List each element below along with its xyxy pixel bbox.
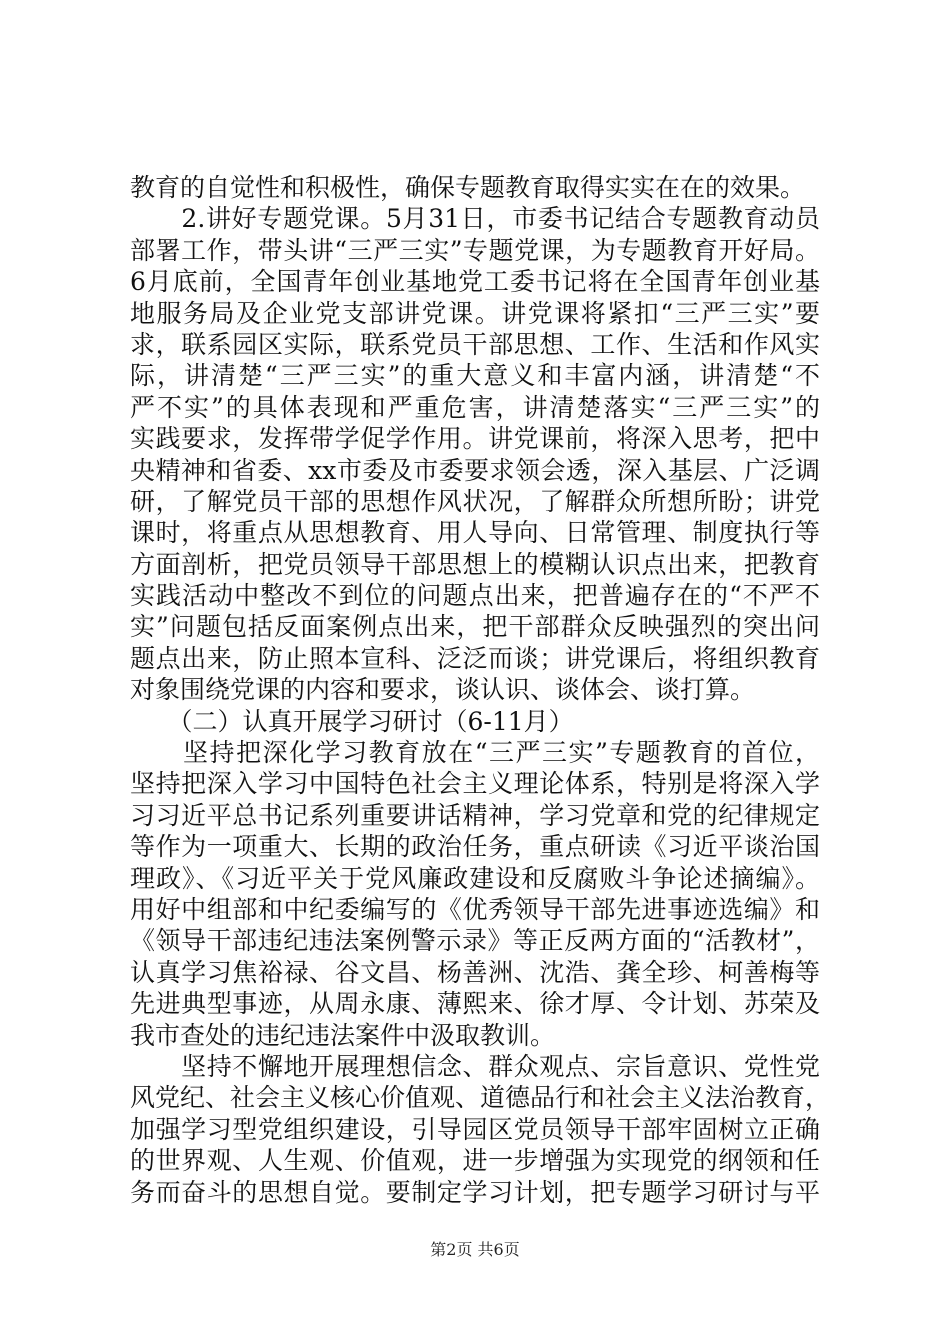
text-line: 研，了解党员干部的思想作风状况，了解群众所想所盼；讲党 <box>130 486 820 516</box>
text-line: 我市查处的违纪违法案件中汲取教训。 <box>130 1020 556 1050</box>
text-line: 实”问题包括反面案例点出来，把干部群众反映强烈的突出问 <box>130 612 820 642</box>
text-line: 的世界观、人生观、价值观，进一步增强为实现党的纲领和任 <box>130 1146 820 1176</box>
text-line: 地服务局及企业党支部讲党课。讲党课将紧扣“三严三实”要 <box>130 298 820 328</box>
text-line: （二）认真开展学习研讨（6-11月） <box>130 706 574 736</box>
text-line: 部署工作，带头讲“三严三实”专题党课，为专题教育开好局。 <box>130 235 820 265</box>
text-line: 先进典型事迹，从周永康、薄熙来、徐才厚、令计划、苏荣及 <box>130 989 820 1019</box>
text-line: 课时，将重点从思想教育、用人导向、日常管理、制度执行等 <box>130 518 820 548</box>
text-line: 理政》、《习近平关于党风廉政建设和反腐败斗争论述摘编》。 <box>130 863 820 893</box>
text-line: 坚持把深化学习教育放在“三严三实”专题教育的首位， <box>130 738 820 768</box>
text-line: 实践活动中整改不到位的问题点出来，把普遍存在的“不严不 <box>130 581 820 611</box>
text-line: 央精神和省委、xx市委及市委要求领会透，深入基层、广泛调 <box>130 455 820 485</box>
text-line: 2.讲好专题党课。5月31日，市委书记结合专题教育动员 <box>130 204 820 234</box>
text-line: 加强学习型党组织建设，引导园区党员领导干部牢固树立正确 <box>130 1114 820 1144</box>
text-line: 务而奋斗的思想自觉。要制定学习计划，把专题学习研讨与平 <box>130 1177 820 1207</box>
text-line: 方面剖析，把党员领导干部思想上的模糊认识点出来，把教育 <box>130 549 820 579</box>
text-line: 坚持不懈地开展理想信念、群众观点、宗旨意识、党性党 <box>130 1051 820 1081</box>
text-line: 《领导干部违纪违法案例警示录》等正反两方面的“活教材”， <box>130 926 820 956</box>
text-line: 求，联系园区实际，联系党员干部思想、工作、生活和作风实 <box>130 329 820 359</box>
text-line: 风党纪、社会主义核心价值观、道德品行和社会主义法治教育， <box>130 1083 831 1113</box>
page-footer: 第2页 共6页 <box>430 1240 520 1259</box>
text-line: 习习近平总书记系列重要讲话精神，学习党章和党的纪律规定 <box>130 800 820 830</box>
text-line: 用好中组部和中纪委编写的《优秀领导干部先进事迹选编》和 <box>130 894 820 924</box>
text-line: 对象围绕党课的内容和要求，谈认识、谈体会、谈打算。 <box>130 675 756 705</box>
text-line: 严不实”的具体表现和严重危害，讲清楚落实“三严三实”的 <box>130 392 820 422</box>
text-line: 6月底前，全国青年创业基地党工委书记将在全国青年创业基 <box>130 267 820 297</box>
text-line: 坚持把深入学习中国特色社会主义理论体系，特别是将深入学 <box>130 769 820 799</box>
text-line: 认真学习焦裕禄、谷文昌、杨善洲、沈浩、龚全珍、柯善梅等 <box>130 957 820 987</box>
text-line: 实践要求，发挥带学促学作用。讲党课前，将深入思考，把中 <box>130 424 820 454</box>
text-line: 教育的自觉性和积极性，确保专题教育取得实实在在的效果。 <box>130 173 806 202</box>
text-line: 题点出来，防止照本宣科、泛泛而谈；讲党课后，将组织教育 <box>130 643 820 673</box>
document-body <box>130 172 831 1208</box>
text-line: 等作为一项重大、长期的政治任务，重点研读《习近平谈治国 <box>130 832 820 862</box>
text-line: 际，讲清楚“三严三实”的重大意义和丰富内涵，讲清楚“不 <box>130 361 820 391</box>
